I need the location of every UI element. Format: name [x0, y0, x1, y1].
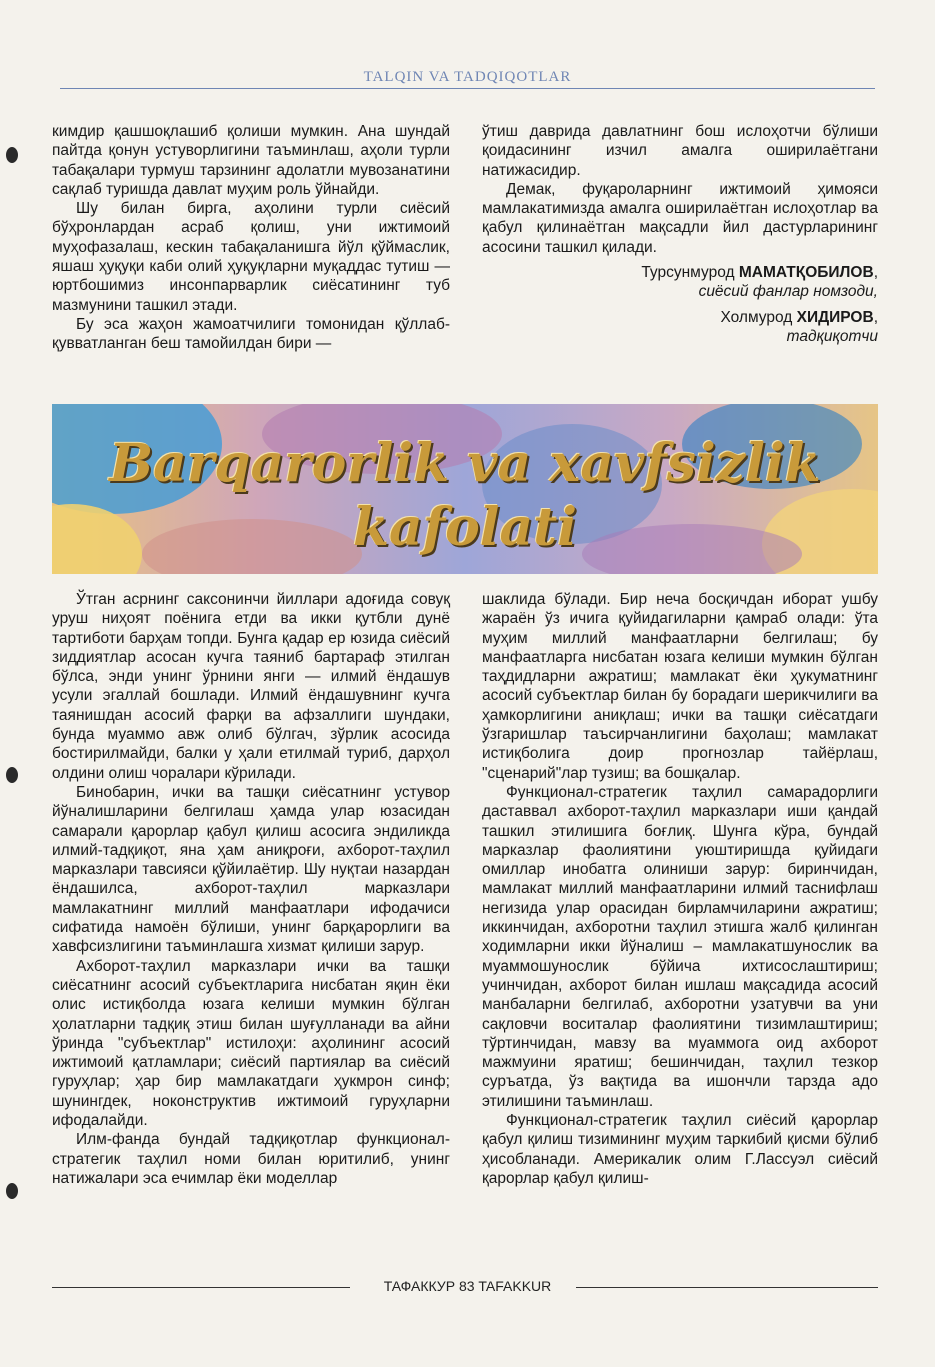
paragraph: ўтиш даврида давлатнинг бош ислоҳотчи бўлиши қоидасининг изчил амалга оширилаётгани натижасидир. — [482, 123, 878, 179]
paragraph: Демак, фуқароларнинг ижтимоий ҳимояси мамлакатимизда амалга оширилаётган ислоҳотлар ва қабул қилинаётган мақсадли йил дастурларининг асосини ташкил қилади. — [482, 180, 878, 256]
paragraph: Илм-фанда бундай тадқиқотлар функционал-стратегик таҳлил номи билан юритилиб, унинг натижалари эса ечимлар ёки моделлар — [52, 1131, 450, 1187]
section-header: TALQIN VA TADQIQOTLAR — [363, 69, 572, 85]
author-last-name: ХИДИРОВ — [796, 308, 874, 326]
column-bottom-right — [482, 590, 878, 1188]
binder-hole — [6, 767, 18, 783]
paragraph: кимдир қашшоқлашиб қолиши мумкин. Ана шундай пайтда қонун устуворлигини таъминлаш, аҳоли турли табақалари турмуш тарзининг адолатли мувозанатини сақлаб туришда давлат муҳим роль ўйнайди. — [52, 123, 450, 198]
footer-magazine-latin: TAFAKKUR — [478, 1278, 552, 1294]
paragraph: Бинобарин, ички ва ташқи сиёсатнинг устувор йўналишларини белгилаш ҳамда улар юзасидан самарали қарорлар қабул қилиш асосига эндиликда илмий-тадқиқот, яна ҳам аниқроғи, ахборот-таҳлил марказлари тавсияси қўйилаётир. Шу нуқтаи назардан ёндашилса, ахборот-таҳлил марказлари мамлакатнинг миллий манфаатлари ифодачиси сифатида намоён бўлиши, унинг барқарорлиги ва хавфсизлигини таъминлашга хизмат қилиши зарур. — [52, 783, 450, 956]
author-line: Холмурод ХИДИРОВ, — [720, 308, 878, 326]
title-banner — [52, 404, 878, 574]
paragraph: Шу билан бирга, аҳолини турли сиёсий бўҳронлардан асраб қолиш, уни ижтимоий муҳофазалаш, кескин табақаланишга йўл қўймаслик, яшаш ҳуқуқи каби олий ҳуқуқларни муқаддас тутиш — юртбошимиз инсонпарварлик сиёсатининг туб мазмунини ташкил этади. — [52, 200, 450, 314]
author-role: сиёсий фанлар номзоди, — [698, 283, 878, 301]
column-top-right — [482, 122, 878, 346]
paragraph: Бу эса жаҳон жамоатчилиги томонидан қўллаб-қувватланган беш тамойилдан бири — — [52, 315, 450, 353]
author-role: тадқиқотчи — [786, 327, 878, 345]
paragraph: Ахборот-таҳлил марказлари ички ва ташқи сиёсатнинг асосий субъектларига нисбатан яқин ёки олис истиқболда юзага келиши мумкин бўлган ҳолатларни тадқиқ этиш билан шуғулланади ва айни ўринда "субъектлар" истилоҳи: аҳолининг асосий ижтимоий қатламлари; сиёсий партиялар ва сиёсий гуруҳлар; ҳар бир мамлакатдаги ҳукмрон синф; шунингдек, ноконструктив ижтимоий гуруҳларни ифодалайди. — [52, 957, 450, 1130]
column-top-left — [52, 122, 450, 354]
author-first-name: Холмурод — [720, 308, 793, 326]
paragraph: Ўтган асрнинг саксонинчи йиллари адоғида совуқ уруш ниҳоят поёнига етди ва икки қутбли дунё тартиботи барҳам топди. Бунга қадар ер юзида сиёсий зиддиятлар асосан кучга таяниб бартараф этилган бўлса, энди унинг ўрнини янги — илмий ёндашув усули эгаллай бошлади. Илмий ёндашувнинг кучга таянишдан асосий фарқи ва афзаллиги шундаки, бунда муаммо авж олиб бўлгач, зўрлик асосида бостирилмайди, балки у ҳали етилмай туриб, дарҳол олдини олиш чоралари кўрилади. — [52, 591, 450, 782]
header-rule — [60, 88, 875, 89]
title-line: kafolati — [353, 497, 577, 558]
column-bottom-left — [52, 590, 450, 1188]
title-line: Barqarorlik va xavfsizlik — [109, 433, 821, 494]
page-number: 83 — [458, 1278, 475, 1294]
author-last-name: МАМАТҚОБИЛОВ — [738, 264, 874, 282]
paragraph: Функционал-стратегик таҳлил самарадорлиги даставвал ахборот-таҳлил марказлари иши қандай ташкил этилишига боғлиқ. Шунга кўра, бундай марказлар фаолиятини уюштиришда қуйидаги омиллар инобатга олиниши зарур: биринчидан, мамлакат миллий манфаатларини илмий таснифлаш негизида улар орасидан бирламчиларини ажратиш; иккинчидан, ахборотни таҳлил этишга жалб қилинган ходимларни икки йўналиш – мамлакатшунослик ва муаммошунослик бўйича ихтисослаштириш; учинчидан, ахборот билан ишлаш мақсадида асосий манбаларни белгилаб, ахборотни узатувчи ва уни сақловчи воситалар фаолиятини тизимлаштириш; тўртинчидан, мавзу ва муаммога оид ахборот мажмуини яратиш; бешинчидан, таҳлил тезкор суръатда, ўз вақтида ва ишончли тарзда адо этилишини таъминлаш. — [482, 783, 878, 1110]
binder-hole — [6, 1183, 18, 1199]
binder-hole — [6, 147, 18, 163]
article-title — [52, 432, 878, 560]
author-line: Турсунмурод МАМАТҚОБИЛОВ, — [641, 264, 878, 282]
footer-magazine-cyrillic: ТАФАККУР — [383, 1278, 456, 1294]
author-first-name: Турсунмурод — [641, 264, 735, 282]
paragraph: шаклида бўлади. Бир неча босқичдан иборат ушбу жараён ўз ичига қуйидагиларни қамраб олади: ўта муҳим миллий манфаатларни белгилаш; бу манфаатларга нисбатан юзага келиши мумкин бўлган таҳдидларни ажратиш; мамлакат ёки ҳукуматнинг асосий субъектлар билан бу борадаги шерикчилиги ва ҳамкорлигини аниқлаш; ички ва ташқи сиёсатдаги ўзгаришлар таъсирчанлигини баҳолаш; мамлакат истиқболига доир прогнозлар тайёрлаш, "сценарий"лар тузиш; ва бошқалар. — [482, 591, 878, 782]
paragraph: Функционал-стратегик таҳлил сиёсий қарорлар қабул қилиш тизимининг муҳим таркибий қисми бўлиб ҳисобланади. Америкалик олим Г.Лассуэл сиёсий қарорлар қабул қилиш- — [482, 1112, 878, 1187]
footer — [0, 1278, 935, 1294]
